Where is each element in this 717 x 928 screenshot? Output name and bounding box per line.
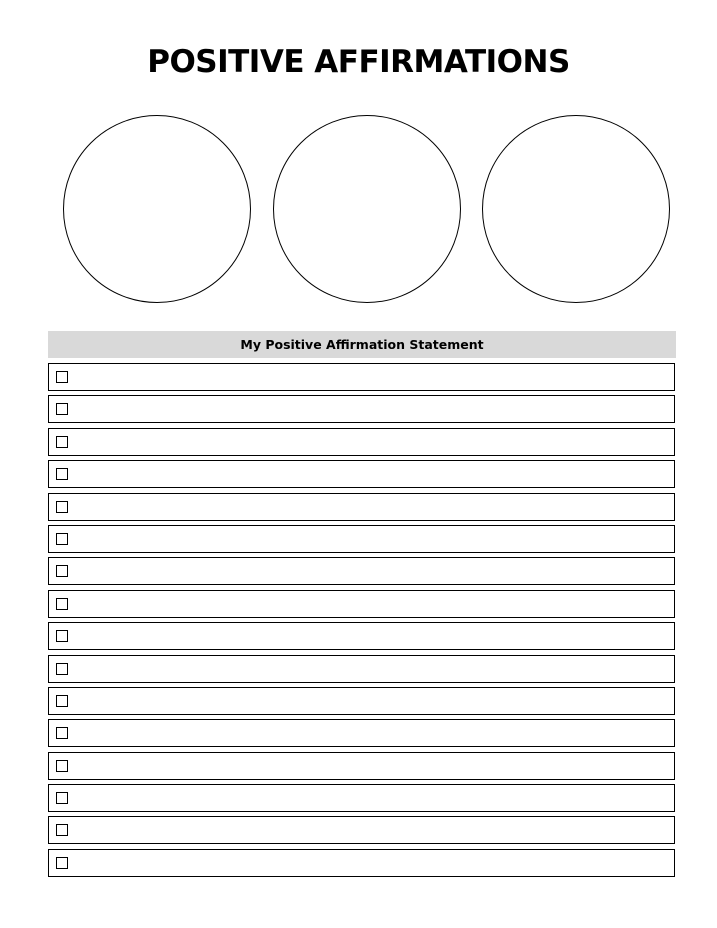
affirmation-list [48,363,675,881]
circle-1 [63,115,251,303]
checkbox[interactable] [56,436,68,448]
circle-2 [273,115,461,303]
table-header: My Positive Affirmation Statement [48,331,676,358]
affirmation-row[interactable] [48,363,675,391]
checkbox[interactable] [56,598,68,610]
affirmation-row[interactable] [48,395,675,423]
checkbox[interactable] [56,403,68,415]
checkbox[interactable] [56,371,68,383]
checkbox[interactable] [56,630,68,642]
checkbox[interactable] [56,533,68,545]
checkbox[interactable] [56,501,68,513]
affirmation-row[interactable] [48,460,675,488]
affirmation-row[interactable] [48,557,675,585]
affirmation-row[interactable] [48,816,675,844]
affirmation-row[interactable] [48,590,675,618]
checkbox[interactable] [56,760,68,772]
affirmation-row[interactable] [48,655,675,683]
affirmation-row[interactable] [48,428,675,456]
affirmation-row[interactable] [48,849,675,877]
checkbox[interactable] [56,857,68,869]
checkbox[interactable] [56,565,68,577]
affirmation-row[interactable] [48,525,675,553]
affirmation-row[interactable] [48,752,675,780]
checkbox[interactable] [56,468,68,480]
circle-3 [482,115,670,303]
affirmation-row[interactable] [48,687,675,715]
checkbox[interactable] [56,824,68,836]
affirmation-row[interactable] [48,493,675,521]
page-title: POSITIVE AFFIRMATIONS [147,44,570,80]
affirmation-row[interactable] [48,622,675,650]
affirmation-row[interactable] [48,784,675,812]
checkbox[interactable] [56,695,68,707]
affirmation-row[interactable] [48,719,675,747]
checkbox[interactable] [56,727,68,739]
checkbox[interactable] [56,663,68,675]
checkbox[interactable] [56,792,68,804]
